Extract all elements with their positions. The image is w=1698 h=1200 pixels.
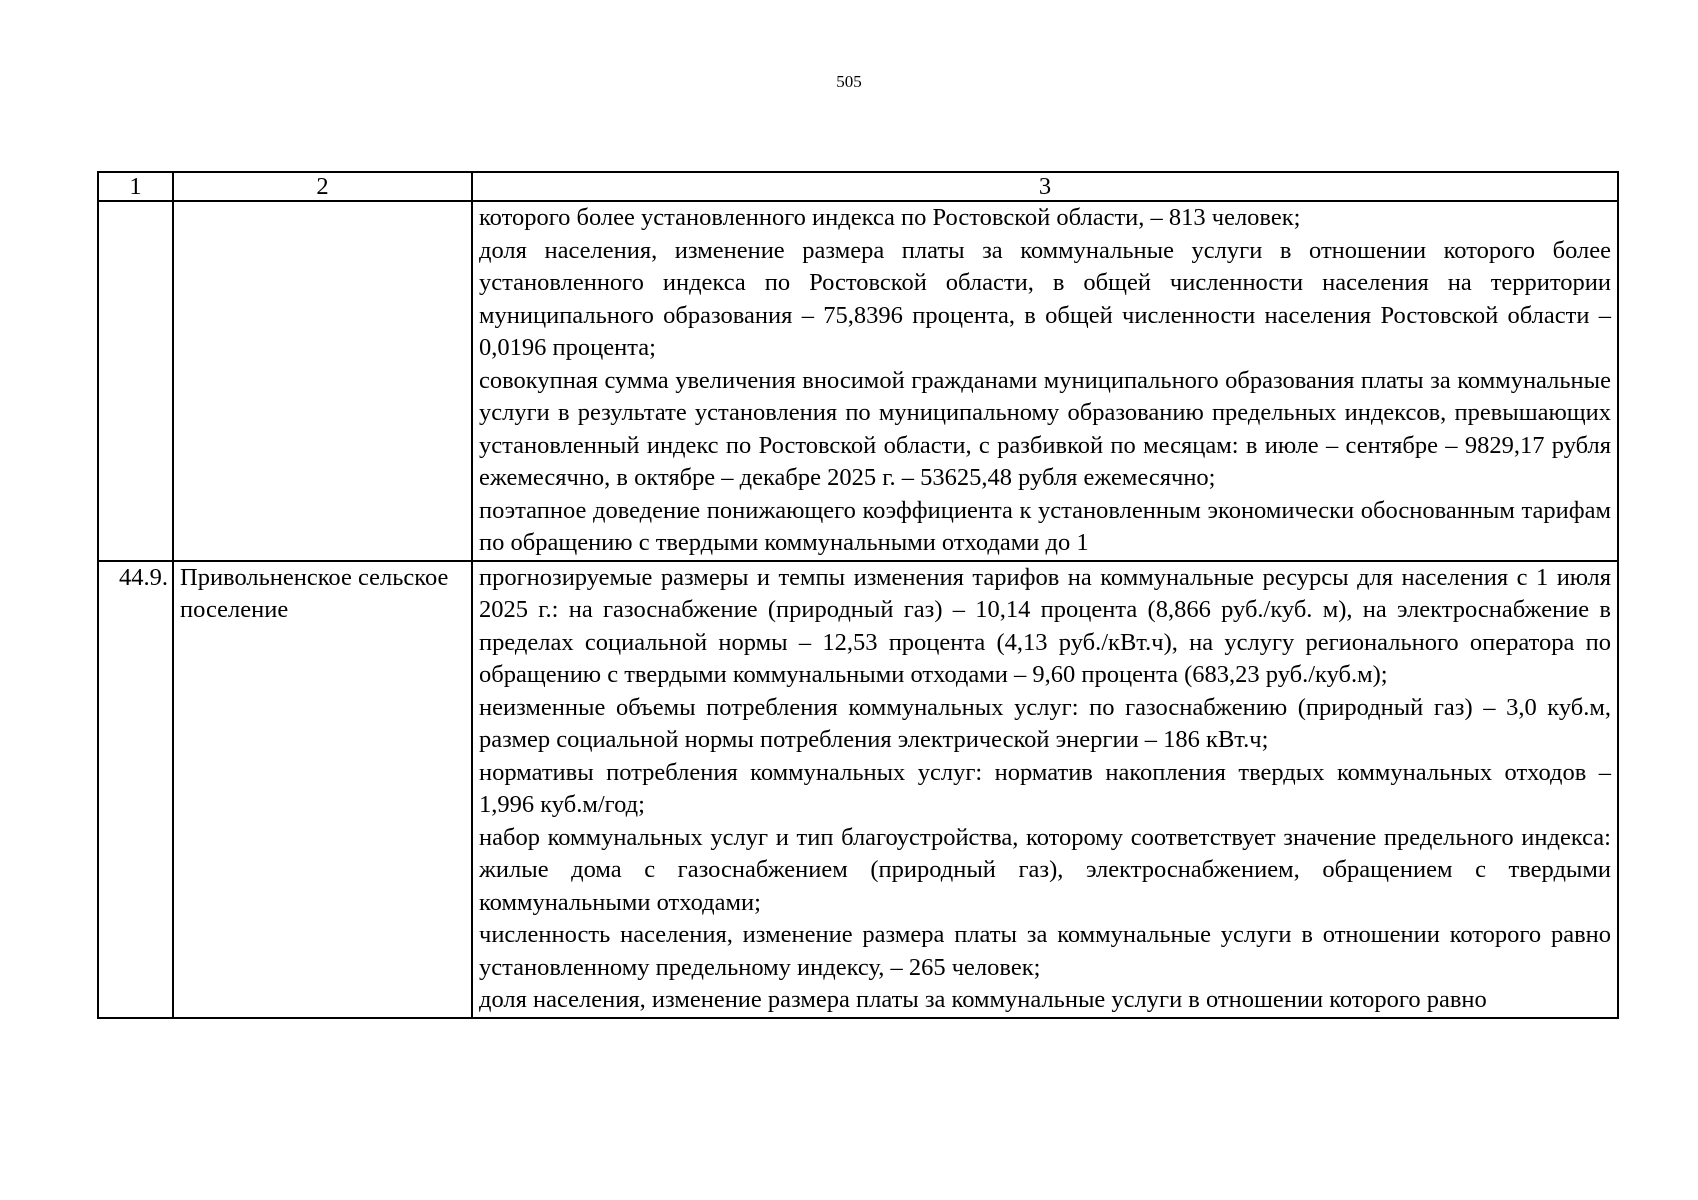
table-row	[98, 561, 1618, 1018]
header-col-2: 2	[173, 172, 472, 201]
table-row	[98, 201, 1618, 561]
content-paragraph: которого более установленного индекса по Ростовской области, – 813 человек;	[479, 204, 1301, 231]
page-number: 505	[836, 72, 862, 91]
content-paragraph: доля населения, изменение размера платы за коммунальные услуги в отношении которого равно	[479, 986, 1487, 1013]
content-paragraph: неизменные объемы потребления коммунальных услуг: по газоснабжению (природный газ) – 3,0 куб.м, размер социальной нормы потребления электрической энергии – 186 кВт.ч;	[479, 693, 1611, 753]
content-paragraph: совокупная сумма увеличения вносимой гражданами муниципального образования платы за коммунальные услуги в результате установления по муниципальному образованию предельных индексов, превышающих установленный индекс по Ростовской области, с разбивкой по месяцам: в июле – сентябре – 9829,17 рубля ежемесячно, в октябре – декабре 2025 г. – 53625,48 рубля ежемесячно;	[479, 366, 1611, 491]
content-paragraph: прогнозируемые размеры и темпы изменения тарифов на коммунальные ресурсы для населения с 1 июля 2025 г.: на газоснабжение (природный газ) – 10,14 процента (8,866 руб./куб. м), на электроснабжение в пределах социальной нормы – 12,53 процента (4,13 руб./кВт.ч), на услугу регионального оператора по обращению с твердыми коммунальными отходами – 9,60 процента (683,23 руб./куб.м);	[479, 563, 1611, 688]
row-content	[472, 201, 1618, 561]
row-content	[472, 561, 1618, 1018]
row-number	[98, 201, 173, 561]
header-col-3: 3	[472, 172, 1618, 201]
row-number: 44.9.	[98, 561, 173, 1018]
table-header-row	[98, 172, 1618, 201]
content-paragraph: поэтапное доведение понижающего коэффициента к установленным экономически обоснованным тарифам по обращению с твердыми коммунальными отходами до 1	[479, 496, 1611, 556]
content-paragraph: нормативы потребления коммунальных услуг: норматив накопления твердых коммунальных отходов – 1,996 куб.м/год;	[479, 758, 1611, 818]
content-paragraph: набор коммунальных услуг и тип благоустройства, которому соответствует значение предельного индекса: жилые дома с газоснабжением (природный газ), электроснабжением, обращением с твердыми коммунальными отходами;	[479, 823, 1611, 916]
row-name: Привольненское сельское поселение	[173, 561, 472, 1018]
document-table	[97, 171, 1619, 1019]
row-name	[173, 201, 472, 561]
content-paragraph: доля населения, изменение размера платы за коммунальные услуги в отношении которого более установленного индекса по Ростовской области, в общей численности населения на территории муниципального образования – 75,8396 процента, в общей численности населения Ростовской области – 0,0196 процента;	[479, 236, 1611, 361]
header-col-1: 1	[98, 172, 173, 201]
content-paragraph: численность населения, изменение размера платы за коммунальные услуги в отношении которого равно установленному предельному индексу, – 265 человек;	[479, 921, 1611, 981]
